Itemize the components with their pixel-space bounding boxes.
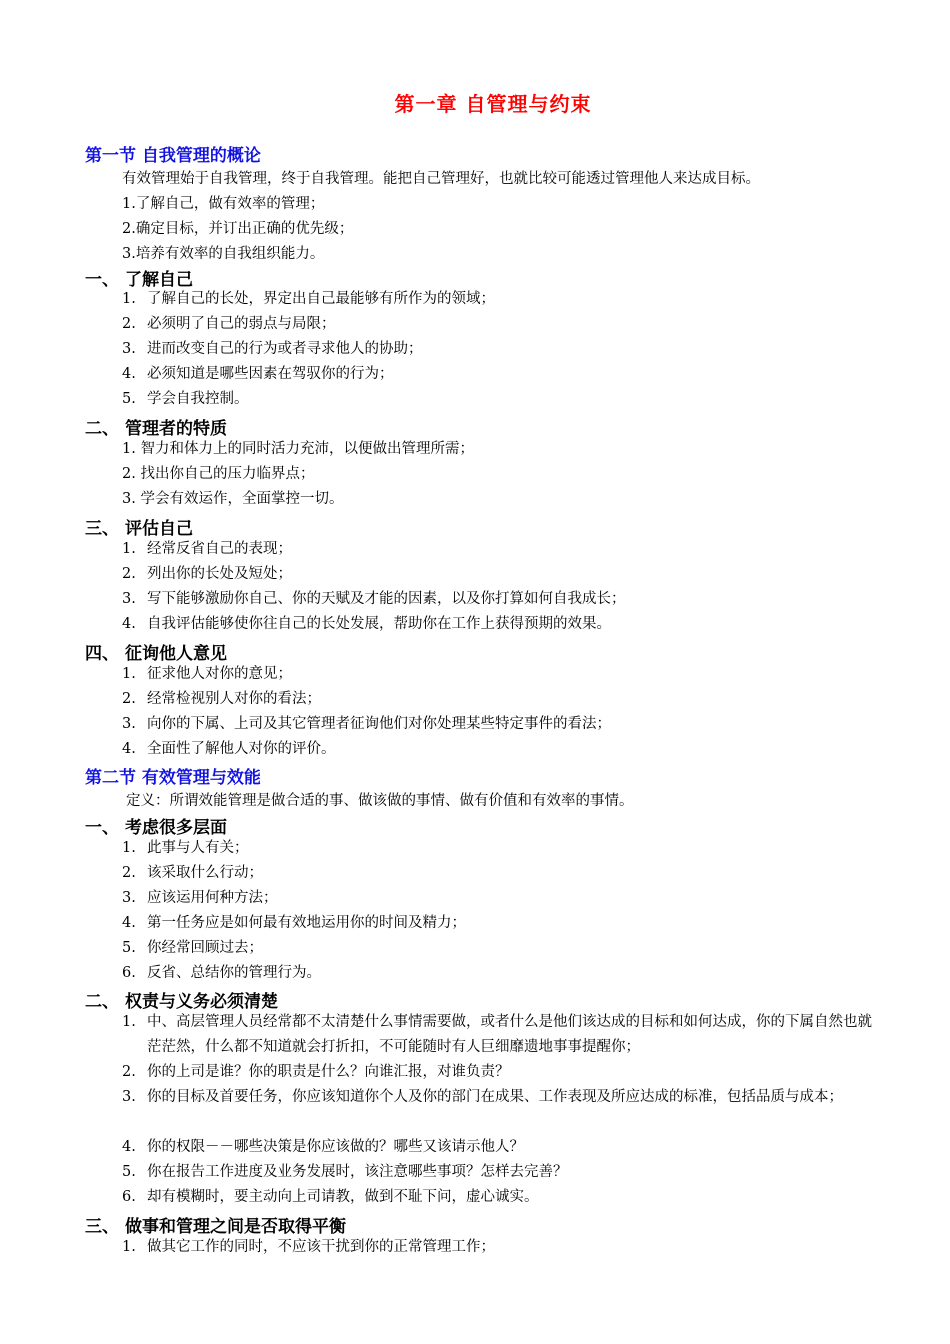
list-item: 2. 找出你自己的压力临界点；: [122, 466, 315, 482]
list-item: 2. 你的上司是谁？你的职责是什么？向谁汇报，对谁负责？: [122, 1064, 510, 1080]
chapter-title: 第一章 自管理与约束: [394, 92, 592, 116]
subheading: 四、 征询他人意见: [85, 644, 227, 664]
list-item: 4. 全面性了解他人对你的评价。: [122, 741, 336, 757]
list-item: 6. 却有模糊时，要主动向上司请教，做到不耻下问，虚心诚实。: [122, 1189, 539, 1205]
subheading: 二、 管理者的特质: [85, 419, 227, 439]
list-item: 6. 反省、总结你的管理行为。: [122, 965, 321, 981]
subheading-number: 一、: [85, 270, 119, 290]
point-item: 3.培养有效率的自我组织能力。: [122, 246, 325, 262]
list-item: 2. 列出你的长处及短处；: [122, 566, 292, 582]
list-item: 3. 进而改变自己的行为或者寻求他人的协助；: [122, 341, 423, 357]
list-item: 1. 了解自己的长处，界定出自己最能够有所作为的领域；: [122, 291, 495, 307]
list-item: 2. 该采取什么行动；: [122, 865, 263, 881]
list-item: 1. 智力和体力上的同时活力充沛，以便做出管理所需；: [122, 441, 474, 457]
point-item: 1.了解自己，做有效率的管理；: [122, 196, 325, 212]
list-item: 5. 学会自我控制。: [122, 391, 249, 407]
list-item: 4. 第一任务应是如何最有效地运用你的时间及精力；: [122, 915, 466, 931]
list-item: 5. 你在报告工作进度及业务发展时，该注意哪些事项？怎样去完善？: [122, 1164, 568, 1180]
section-title: 第二节 有效管理与效能: [85, 768, 261, 788]
definition-paragraph: 定义：所谓效能管理是做合适的事、做该做的事情、做有价值和有效率的事情。: [126, 793, 634, 809]
list-item: 4. 你的权限－－哪些决策是你应该做的？哪些又该请示他人？: [122, 1139, 524, 1155]
list-item: 1. 做其它工作的同时，不应该干扰到你的正常管理工作；: [122, 1239, 495, 1255]
list-item: 3. 学会有效运作，全面掌控一切。: [122, 491, 344, 507]
intro-paragraph: 有效管理始于自我管理，终于自我管理。能把自己管理好，也就比较可能透过管理他人来达成目标。: [122, 171, 760, 187]
list-item: 2. 经常检视别人对你的看法；: [122, 691, 321, 707]
list-item: 3. 写下能够激励你自己、你的天赋及才能的因素，以及你打算如何自我成长；: [122, 591, 626, 607]
subheading: 三、 评估自己: [85, 519, 193, 539]
list-item: 1. 经常反省自己的表现；: [122, 541, 292, 557]
section-title: 第一节 自我管理的概论: [85, 146, 261, 166]
list-item: 2. 必须明了自己的弱点与局限；: [122, 316, 336, 332]
list-item: 3. 向你的下属、上司及其它管理者征询他们对你处理某些特定事件的看法；: [122, 716, 611, 732]
list-item: 3. 应该运用何种方法；: [122, 890, 278, 906]
list-item: 3. 你的目标及首要任务，你应该知道你个人及你的部门在成果、工作表现及所应达成的标准，包括品质与成本；: [122, 1089, 843, 1105]
subheading-title: 了解自己: [125, 270, 193, 290]
list-item: 1. 征求他人对你的意见；: [122, 666, 292, 682]
subheading: 三、 做事和管理之间是否取得平衡: [85, 1217, 346, 1237]
point-item: 2.确定目标，并订出正确的优先级；: [122, 221, 354, 237]
subheading: 一、 考虑很多层面: [85, 818, 227, 838]
subheading: 二、 权责与义务必须清楚: [85, 992, 278, 1012]
list-item: 4. 自我评估能够使你往自己的长处发展，帮助你在工作上获得预期的效果。: [122, 616, 611, 632]
list-item: 1. 中、高层管理人员经常都不太清楚什么事情需要做，或者什么是他们该达成的目标和如何达成，你的下属自然也就茫茫然，什么都不知道就会打折扣，不可能随时有人巨细靡遗地事事提醒你；: [122, 1014, 872, 1055]
list-item: 1. 此事与人有关；: [122, 840, 249, 856]
list-item: 4. 必须知道是哪些因素在驾驭你的行为；: [122, 366, 394, 382]
list-item: 5. 你经常回顾过去；: [122, 940, 263, 956]
